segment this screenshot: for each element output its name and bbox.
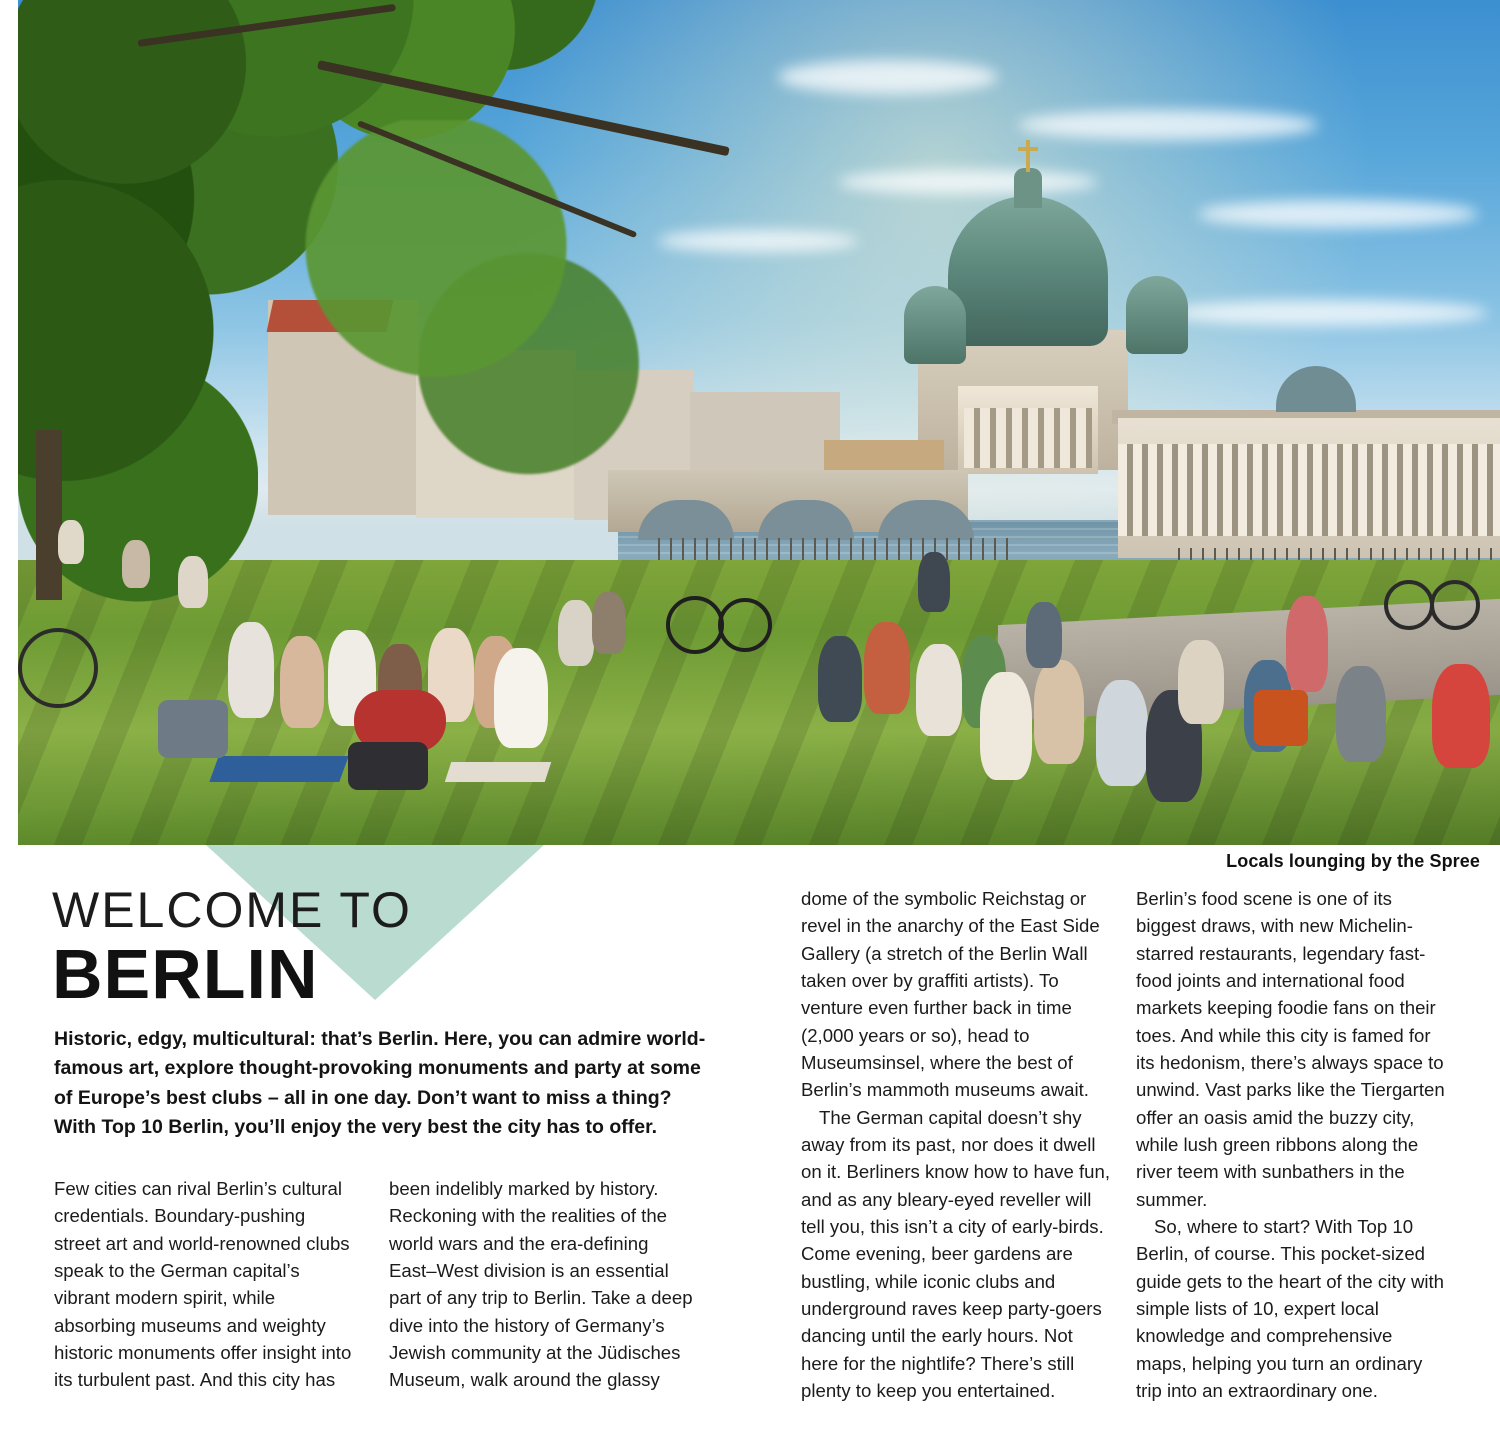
body-column-2: [389, 1175, 699, 1394]
tree-trunk: [36, 430, 62, 600]
cathedral-portico: [958, 386, 1098, 474]
photo-caption: Locals lounging by the Spree: [1226, 851, 1480, 871]
bicycle-icon: [666, 596, 724, 654]
paragraph: been indelibly marked by history. Reckoning with the realities of the world wars and the era-defining East–West division is an essential part of any trip to Berlin. Take a deep dive into the history of Germany’s Jewish community at the Jüdisches Museum, walk around the glassy: [389, 1178, 693, 1391]
person-figure: [818, 636, 862, 722]
person-figure: [864, 622, 910, 714]
backpack: [1254, 690, 1308, 746]
page-title: [52, 882, 752, 1013]
cloud-shape: [838, 170, 1098, 194]
standfirst-paragraph: Historic, edgy, multicultural: that’s Berlin. Here, you can admire world-famous art, explore thought-provoking monuments and party at some of Europe’s best clubs – all in one day. Don’t want to miss a thing? With Top 10 Berlin, you’ll enjoy the very best the city has to offer.: [54, 1028, 706, 1138]
person-figure: [228, 622, 274, 718]
paragraph: The German capital doesn’t shy away from its past, nor does it dwell on it. Berliners know how to have fun, and as any bleary-eyed reveller will tell you, this isn’t a city of early-birds. Come evening, beer gardens are bustling, while iconic clubs and underground raves keep party-goers dancing until the early hours. Not here for the nightlife? There’s still plenty to keep you entertained.: [801, 1106, 1111, 1401]
bicycle-icon: [1384, 580, 1434, 630]
person-figure: [592, 592, 626, 654]
headline-title: BERLIN: [52, 935, 319, 1013]
person-figure: [122, 540, 150, 588]
person-figure: [1178, 640, 1224, 724]
body-column-4: [1136, 885, 1448, 1404]
backpack: [348, 742, 428, 790]
paragraph: Berlin’s food scene is one of its biggest draws, with new Michelin-starred restaurants, legendary fast-food joints and international food markets keeping foodie fans on their toes. And while this city is famed for its hedonism, there’s always space to unwind. Vast parks like the Tiergarten offer an oasis amid the buzzy city, while lush green ribbons along the river teem with sunbathers in the summer.: [1136, 888, 1445, 1210]
person-figure: [494, 648, 548, 748]
bicycle-icon: [1430, 580, 1480, 630]
body-column-3: [801, 885, 1111, 1404]
person-figure: [1286, 596, 1328, 692]
person-figure: [1026, 602, 1062, 668]
cloud-shape: [778, 60, 998, 94]
body-column-1: [54, 1175, 354, 1394]
person-figure: [980, 672, 1032, 780]
colonnade: [1118, 418, 1500, 558]
person-figure: [558, 600, 594, 666]
cloud-shape: [1198, 200, 1478, 228]
picnic-blanket: [445, 762, 551, 782]
person-figure: [1432, 664, 1490, 768]
cathedral-side-dome: [1126, 276, 1188, 354]
picnic-blanket: [209, 756, 348, 782]
person-figure: [916, 644, 962, 736]
cathedral-lantern: [1014, 168, 1042, 208]
person-figure: [1336, 666, 1386, 762]
cathedral-side-dome: [904, 286, 966, 364]
cathedral-dome: [948, 196, 1108, 346]
headline-kicker: WELCOME TO: [52, 882, 412, 938]
person-figure: [178, 556, 208, 608]
tree-canopy-secondary: [268, 120, 688, 540]
colonnade-pavilion-dome: [1276, 366, 1356, 412]
article-body: [0, 845, 1500, 1433]
hero-photo: [18, 0, 1500, 845]
paragraph: Few cities can rival Berlin’s cultural credentials. Boundary-pushing street art and world-renowned clubs speak to the German capital’s vibrant modern spirit, while absorbing museums and weighty historic monuments offer insight into its turbulent past. And this city has: [54, 1178, 352, 1391]
cathedral-cross-icon: [1026, 140, 1030, 172]
bicycle-icon: [718, 598, 772, 652]
paragraph: So, where to start? With Top 10 Berlin, of course. This pocket-sized guide gets to the heart of the city with simple lists of 10, expert local knowledge and comprehensive maps, helping you turn an ordinary trip into an extraordinary one.: [1136, 1215, 1445, 1401]
backpack: [158, 700, 228, 758]
person-figure: [280, 636, 324, 728]
person-figure: [58, 520, 84, 564]
person-figure: [918, 552, 950, 612]
paragraph: dome of the symbolic Reichstag or revel in the anarchy of the East Side Gallery (a stretch of the Berlin Wall taken over by graffiti artists). To venture even further back in time (2,000 years or so), head to Museumsinsel, where the best of Berlin’s mammoth museums await.: [801, 888, 1100, 1101]
cloud-shape: [1168, 300, 1488, 326]
person-figure: [1034, 660, 1084, 764]
bicycle-icon: [18, 628, 98, 708]
person-figure: [1096, 680, 1148, 786]
photo-scene: [18, 0, 1500, 845]
cloud-shape: [1018, 110, 1318, 140]
